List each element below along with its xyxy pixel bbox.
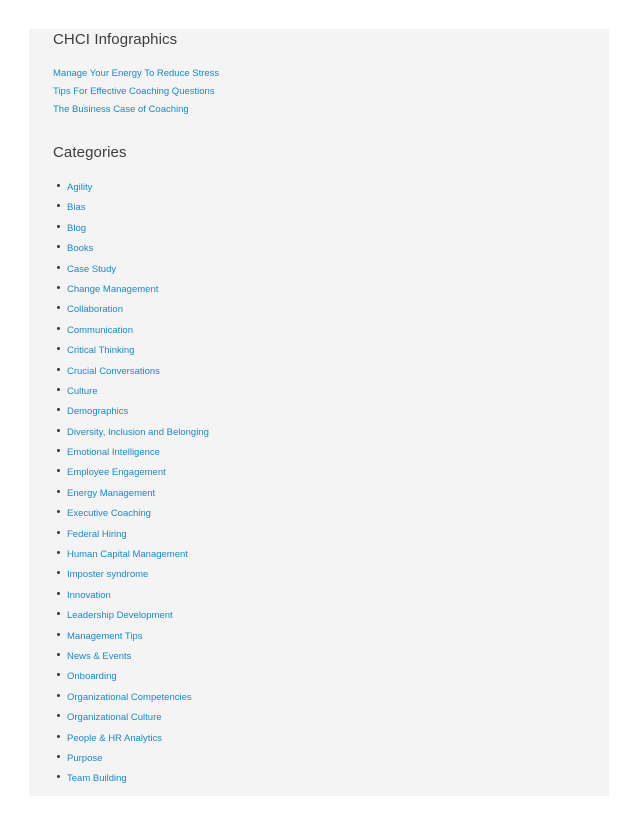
category-link-blog[interactable]: Blog	[67, 222, 87, 234]
list-item	[53, 220, 209, 240]
category-link-organizational-culture[interactable]: Organizational Culture	[67, 712, 162, 724]
category-link-agility[interactable]: Agility	[67, 182, 93, 193]
infographic-link-business-case[interactable]: The Business Case of Coaching	[53, 104, 189, 115]
bullet-icon	[57, 571, 60, 574]
list-item	[53, 607, 209, 627]
list-item	[53, 587, 209, 607]
list-item	[53, 709, 209, 729]
infographics-title: CHCI Infographics	[53, 31, 178, 48]
category-link-energy-management[interactable]: Energy Management	[67, 487, 156, 499]
category-link-federal-hiring[interactable]: Federal Hiring	[67, 528, 127, 540]
list-item	[53, 424, 209, 444]
category-link-critical-thinking[interactable]: Critical Thinking	[67, 345, 135, 357]
list-item	[53, 65, 219, 83]
list-item	[53, 750, 209, 770]
bullet-icon	[57, 673, 60, 676]
category-link-communication[interactable]: Communication	[67, 324, 133, 336]
list-item	[53, 730, 209, 750]
list-item	[53, 383, 209, 403]
category-link-emotional-intelligence[interactable]: Emotional Intelligence	[67, 447, 160, 459]
category-link-crucial-conversations[interactable]: Crucial Conversations	[67, 365, 160, 377]
category-link-employee-engagement[interactable]: Employee Engagement	[67, 467, 166, 479]
list-item	[53, 689, 209, 709]
list-item	[53, 261, 209, 281]
list-item	[53, 363, 209, 383]
infographic-link-coaching-questions[interactable]: Tips For Effective Coaching Questions	[53, 86, 215, 97]
list-item	[53, 526, 209, 546]
bullet-icon	[57, 490, 60, 493]
list-item	[53, 668, 209, 688]
infographics-list	[53, 65, 219, 119]
bullet-icon	[57, 531, 60, 534]
category-link-bias[interactable]: Bias	[67, 202, 86, 214]
category-link-human-capital-management[interactable]: Human Capital Management	[67, 549, 188, 561]
bullet-icon	[57, 714, 60, 717]
category-link-onboarding[interactable]: Onboarding	[67, 671, 117, 683]
bullet-icon	[57, 388, 60, 391]
category-link-culture[interactable]: Culture	[67, 385, 98, 397]
bullet-icon	[57, 408, 60, 411]
bullet-icon	[57, 429, 60, 432]
bullet-icon	[57, 286, 60, 289]
list-item	[53, 464, 209, 484]
bullet-icon	[57, 551, 60, 554]
list-item	[53, 403, 209, 423]
bullet-icon	[57, 225, 60, 228]
bullet-icon	[57, 510, 60, 513]
list-item	[53, 199, 209, 219]
bullet-icon	[57, 775, 60, 778]
category-link-innovation[interactable]: Innovation	[67, 589, 111, 601]
category-link-diversity[interactable]: Diversity, Inclusion and Belonging	[67, 426, 209, 438]
list-item	[53, 505, 209, 525]
category-link-team-building[interactable]: Team Building	[67, 773, 127, 785]
category-link-leadership-development[interactable]: Leadership Development	[67, 610, 173, 622]
bullet-icon	[57, 306, 60, 309]
list-item	[53, 342, 209, 362]
list-item	[53, 281, 209, 301]
bullet-icon	[57, 694, 60, 697]
list-item	[53, 83, 219, 101]
list-item	[53, 322, 209, 342]
list-item	[53, 770, 209, 790]
category-link-purpose[interactable]: Purpose	[67, 752, 103, 764]
bullet-icon	[57, 449, 60, 452]
category-link-case-study[interactable]: Case Study	[67, 263, 117, 275]
categories-title: Categories	[53, 144, 127, 161]
infographic-link-manage-energy[interactable]: Manage Your Energy To Reduce Stress	[53, 68, 220, 79]
category-link-news-events[interactable]: News & Events	[67, 650, 132, 662]
sidebar-panel	[29, 29, 609, 796]
category-link-change-management[interactable]: Change Management	[67, 283, 159, 295]
bullet-icon	[57, 592, 60, 595]
bullet-icon	[57, 347, 60, 350]
category-link-imposter-syndrome[interactable]: Imposter syndrome	[67, 569, 149, 581]
list-item	[53, 485, 209, 505]
list-item	[53, 301, 209, 321]
bullet-icon	[57, 612, 60, 615]
bullet-icon	[57, 653, 60, 656]
list-item	[53, 628, 209, 648]
category-link-books[interactable]: Books	[67, 243, 94, 255]
category-link-organizational-competencies[interactable]: Organizational Competencies	[67, 691, 192, 703]
bullet-icon	[57, 266, 60, 269]
bullet-icon	[57, 327, 60, 330]
bullet-icon	[57, 469, 60, 472]
categories-list	[53, 179, 209, 791]
list-item	[53, 444, 209, 464]
bullet-icon	[57, 633, 60, 636]
category-link-collaboration[interactable]: Collaboration	[67, 304, 123, 316]
list-item	[53, 546, 209, 566]
category-link-executive-coaching[interactable]: Executive Coaching	[67, 508, 151, 520]
category-link-management-tips[interactable]: Management Tips	[67, 630, 143, 642]
list-item	[53, 648, 209, 668]
bullet-icon	[57, 735, 60, 738]
list-item	[53, 240, 209, 260]
category-link-demographics[interactable]: Demographics	[67, 406, 129, 418]
bullet-icon	[57, 204, 60, 207]
category-link-people-hr-analytics[interactable]: People & HR Analytics	[67, 732, 163, 744]
bullet-icon	[57, 184, 60, 187]
bullet-icon	[57, 368, 60, 371]
bullet-icon	[57, 755, 60, 758]
bullet-icon	[57, 245, 60, 248]
list-item	[53, 101, 219, 119]
list-item	[53, 179, 209, 199]
list-item	[53, 566, 209, 586]
